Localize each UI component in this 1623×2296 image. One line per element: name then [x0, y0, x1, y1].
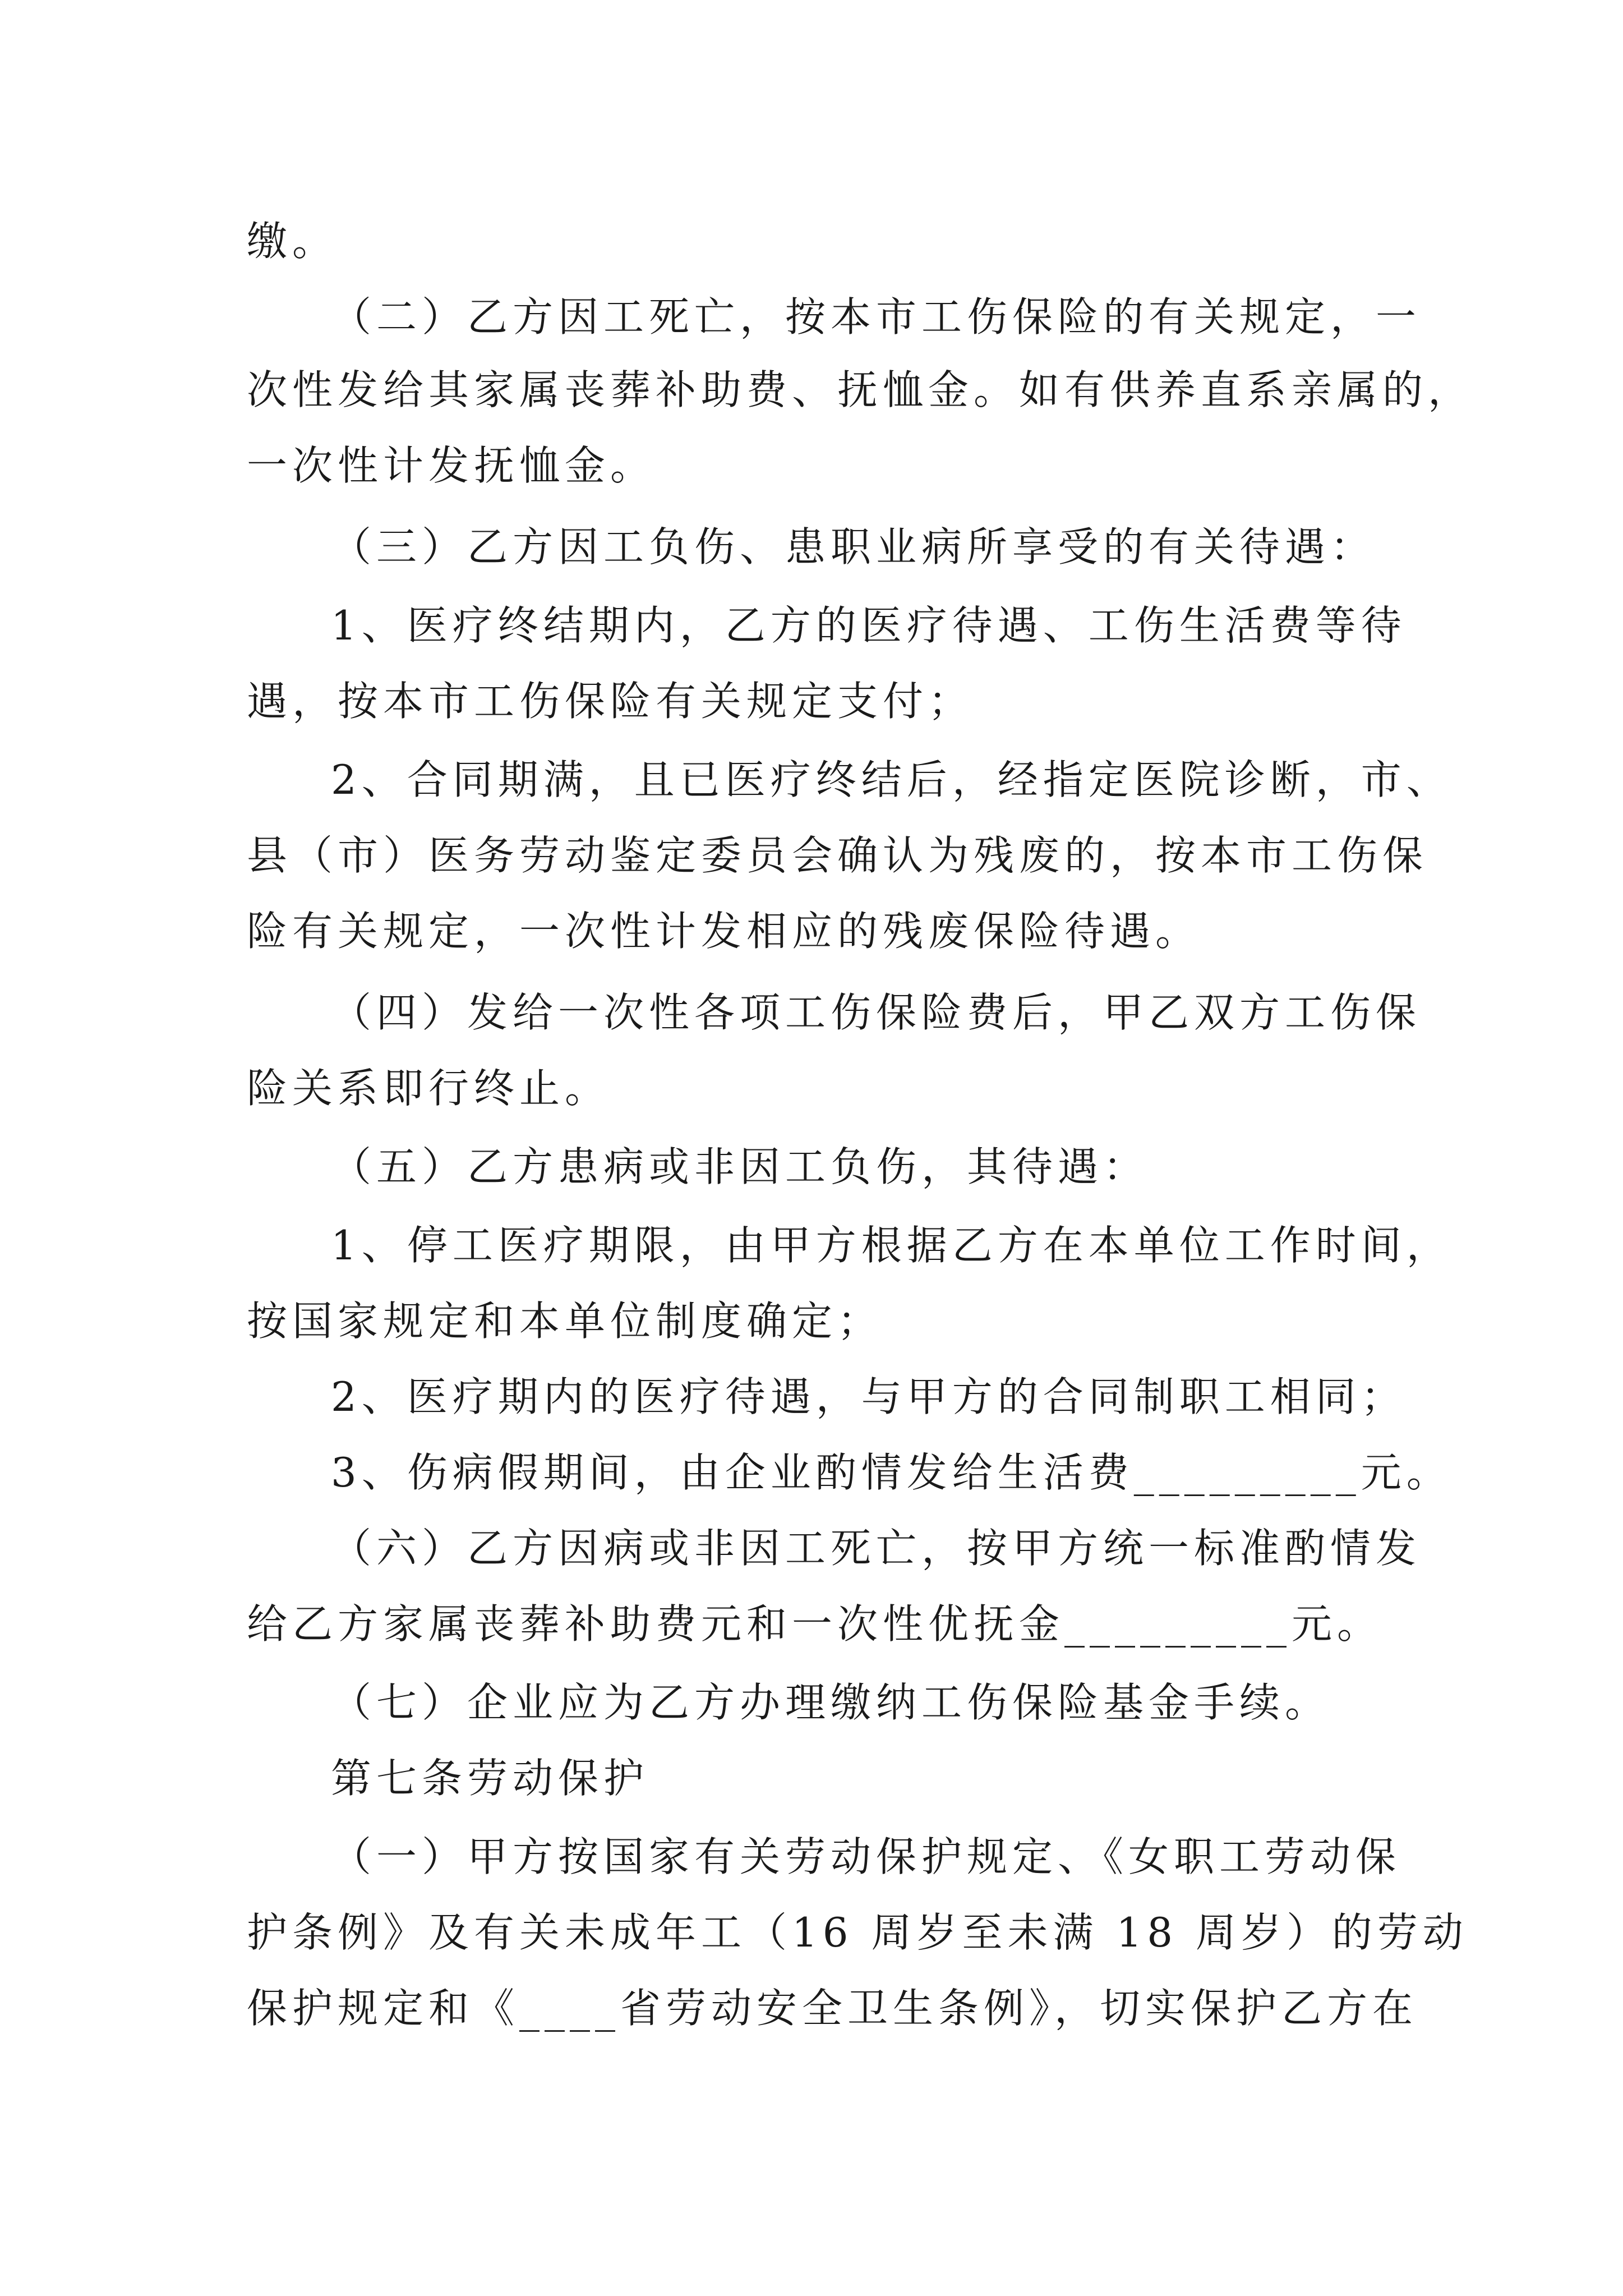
clause-3-item-2-line-2: 县（市）医务劳动鉴定委员会确认为残废的，按本市工伤保 — [247, 832, 1428, 879]
clause-6-line-1: （六）乙方因病或非因工死亡，按甲方统一标准酌情发 — [331, 1525, 1422, 1572]
clause-7: （七）企业应为乙方办理缴纳工伤保险基金手续。 — [331, 1679, 1331, 1726]
clause-5-item-1-line-1: 1、停工医疗期限，由甲方根据乙方在本单位工作时间， — [331, 1222, 1452, 1269]
clause-6-line-2: 给乙方家属丧葬补助费元和一次性优抚金_________元。 — [247, 1600, 1383, 1648]
clause-3-item-2-line-1: 2、合同期满，且已医疗终结后，经指定医院诊断，市、 — [331, 756, 1452, 803]
clause-5-item-2: 2、医疗期内的医疗待遇，与甲方的合同制职工相同； — [331, 1373, 1407, 1420]
clause-3-item-1-line-2: 遇，按本市工伤保险有关规定支付； — [247, 678, 974, 725]
clause-2-line-1: （二）乙方因工死亡，按本市工伤保险的有关规定，一 — [331, 293, 1422, 341]
clause-5-item-3: 3、伤病假期间，由企业酌情发给生活费_________元。 — [331, 1449, 1452, 1496]
clause-2-line-2: 次性发给其家属丧葬补助费、抚恤金。如有供养直系亲属的， — [247, 366, 1474, 413]
clause-4-line-1: （四）发给一次性各项工伤保险费后，甲乙双方工伤保 — [331, 989, 1422, 1036]
clause-5-item-1-line-2: 按国家规定和本单位制度确定； — [247, 1297, 883, 1345]
clause-3-item-2-line-3: 险有关规定，一次性计发相应的残废保险待遇。 — [247, 908, 1201, 955]
article-7-clause-1-line-2: 护条例》及有关未成年工（16 周岁至未满 18 周岁）的劳动 — [247, 1909, 1468, 1956]
text-line: 缴。 — [247, 218, 338, 265]
clause-3-item-1-line-1: 1、医疗终结期内，乙方的医疗待遇、工伤生活费等待 — [331, 602, 1407, 649]
clause-4-line-2: 险关系即行终止。 — [247, 1065, 611, 1112]
clause-5-heading: （五）乙方患病或非因工负伤，其待遇： — [331, 1143, 1149, 1190]
article-7-clause-1-line-1: （一）甲方按国家有关劳动保护规定、《女职工劳动保 — [331, 1833, 1401, 1880]
clause-2-line-3: 一次性计发抚恤金。 — [247, 442, 656, 489]
article-7-heading: 第七条劳动保护 — [331, 1755, 649, 1802]
clause-3-heading: （三）乙方因工负伤、患职业病所享受的有关待遇： — [331, 523, 1376, 570]
article-7-clause-1-line-3: 保护规定和《____省劳动安全卫生条例》，切实保护乙方在 — [247, 1985, 1418, 2032]
